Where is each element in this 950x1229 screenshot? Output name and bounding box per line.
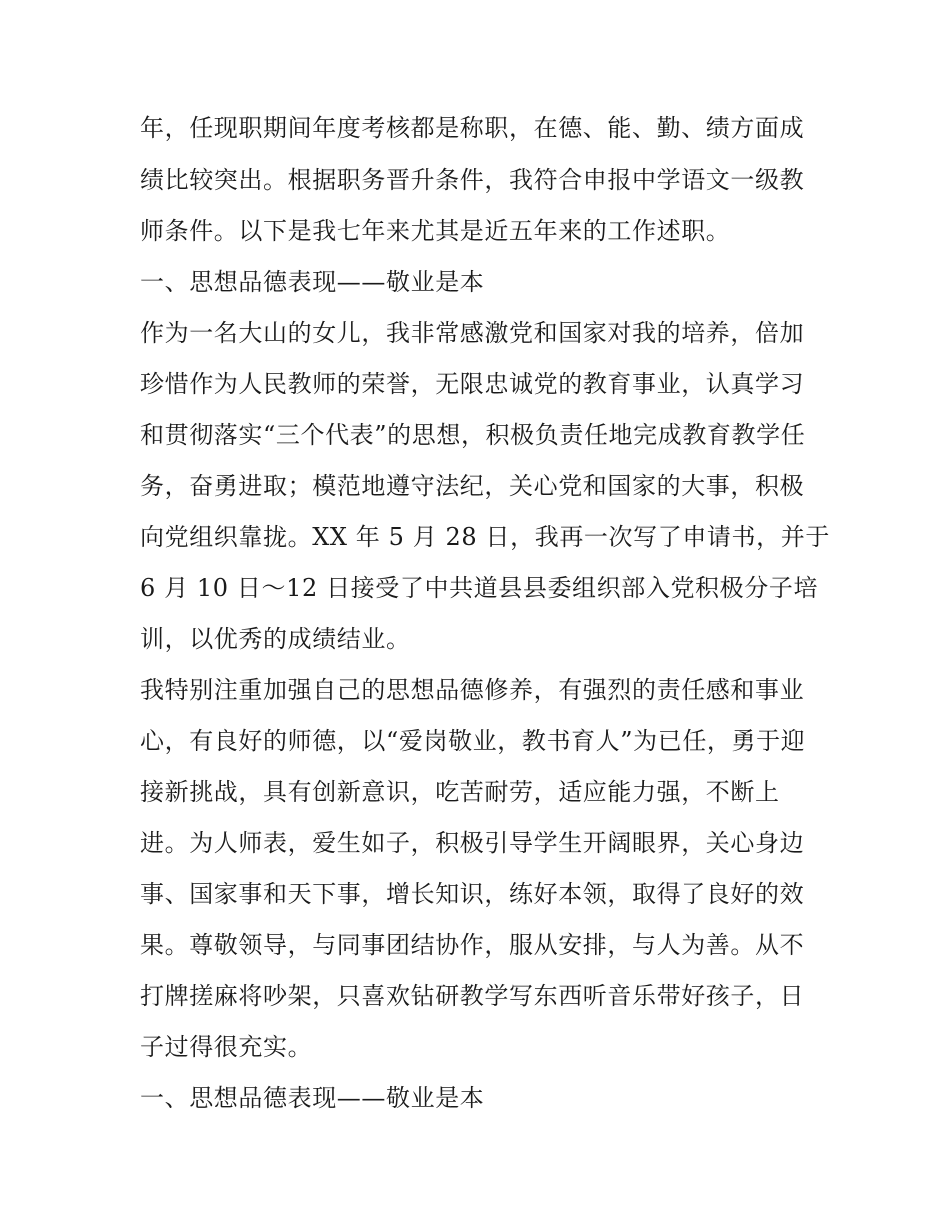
text-line: 接新挑战，具有创新意识，吃苦耐劳，适应能力强，不断上 (140, 778, 780, 806)
text-line: 师条件。以下是我七年来尤其是近五年来的工作述职。 (140, 217, 731, 245)
text-line: 务，奋勇进取；模范地遵守法纪，关心党和国家的大事，积极 (140, 472, 805, 500)
text-line: 进。为人师表，爱生如子，积极引导学生开阔眼界，关心身边 (140, 829, 805, 857)
text-line: 子过得很充实。 (140, 1033, 313, 1061)
text-line: 事、国家事和天下事，增长知识，练好本领，取得了良好的效 (140, 880, 805, 908)
section-heading: 一、思想品德表现——敬业是本 (140, 1084, 485, 1112)
text-line: 绩比较突出。根据职务晋升条件，我符合申报中学语文一级教 (140, 166, 805, 194)
text-line: 训，以优秀的成绩结业。 (140, 625, 411, 653)
text-line: 打牌搓麻将吵架，只喜欢钻研教学写东西听音乐带好孩子，日 (140, 982, 805, 1010)
text-line: 向党组织靠拢。XX 年 5 月 28 日，我再一次写了申请书，并于 (140, 523, 830, 551)
text-line: 珍惜作为人民教师的荣誉，无限忠诚党的教育事业，认真学习 (140, 370, 805, 398)
section-heading: 一、思想品德表现——敬业是本 (140, 268, 485, 296)
text-line: 我特别注重加强自己的思想品德修养，有强烈的责任感和事业 (140, 676, 805, 704)
text-line: 年，任现职期间年度考核都是称职，在德、能、勤、绩方面成 (140, 114, 805, 142)
text-line: 果。尊敬领导，与同事团结协作，服从安排，与人为善。从不 (140, 931, 805, 959)
text-line: 和贯彻落实“三个代表”的思想，积极负责任地完成教育教学任 (140, 421, 806, 449)
text-line: 心，有良好的师德，以“爱岗敬业，教书育人”为已任，勇于迎 (140, 727, 806, 755)
text-line: 作为一名大山的女儿，我非常感激党和国家对我的培养，倍加 (140, 319, 805, 347)
text-line: 6 月 10 日～12 日接受了中共道县县委组织部入党积极分子培 (140, 574, 819, 602)
